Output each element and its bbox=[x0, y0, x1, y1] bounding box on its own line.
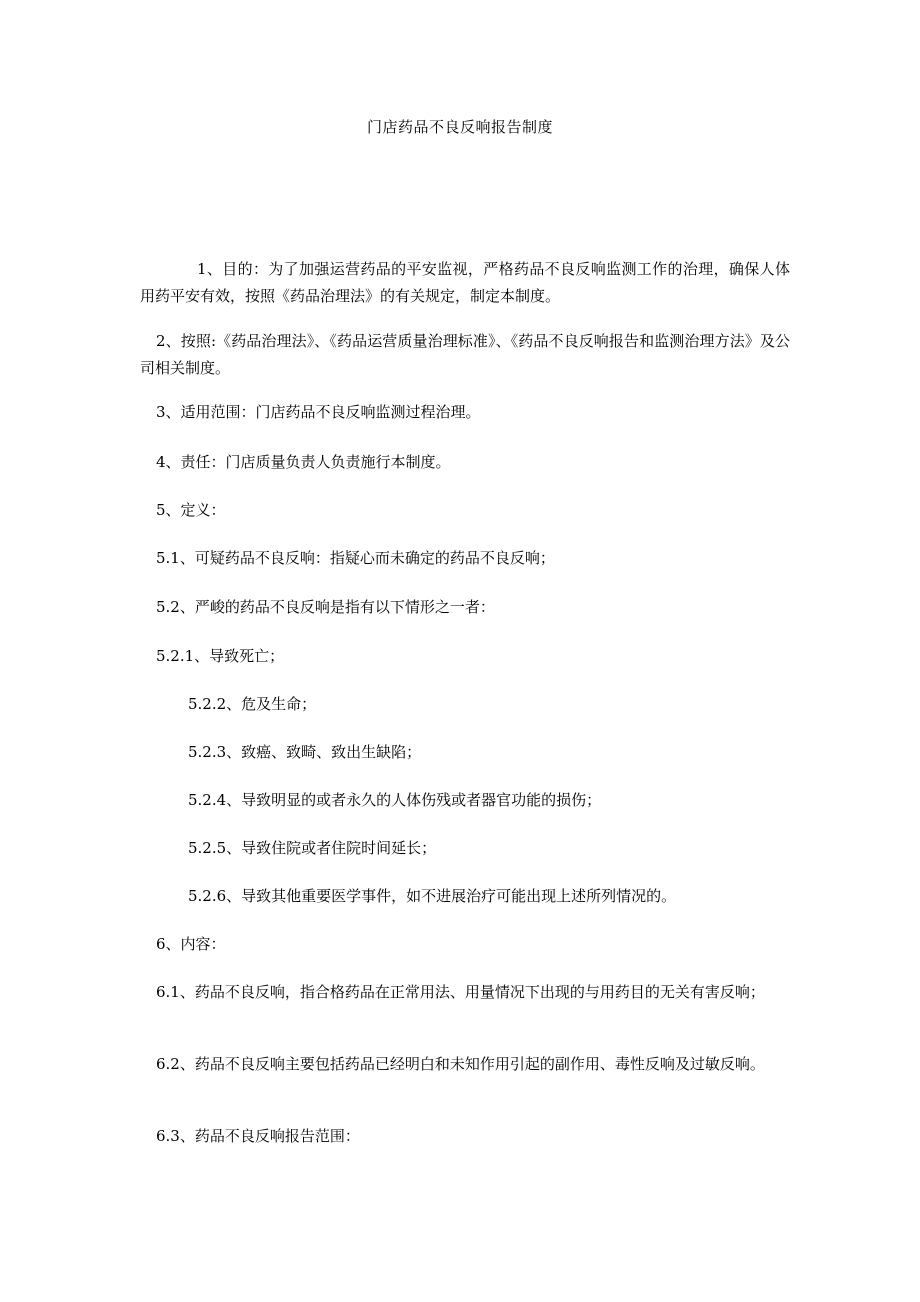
item-5-2-4: 5.2.4、导致明显的或者永久的人体伤残或者器官功能的损伤； bbox=[188, 791, 602, 809]
paragraph-content-heading: 6、内容： bbox=[156, 935, 226, 953]
document-title: 门店药品不良反响报告制度 bbox=[366, 118, 553, 136]
item-5-2-2: 5.2.2、危及生命； bbox=[188, 695, 317, 713]
paragraph-purpose: 1、目的：为了加强运营药品的平安监视，严格药品不良反响监测工作的治理，确保人体用药平安有效，按照《药品治理法》的有关规定，制定本制度。 bbox=[140, 260, 790, 305]
item-5-2-3: 5.2.3、致癌、致畸、致出生缺陷； bbox=[188, 743, 422, 761]
item-5-2-6: 5.2.6、导致其他重要医学事件，如不进展治疗可能出现上述所列情况的。 bbox=[188, 887, 677, 905]
paragraph-responsibility: 4、责任：门店质量负责人负责施行本制度。 bbox=[156, 453, 451, 471]
paragraph-basis: 2、按照:《药品治理法》、《药品运营质量治理标准》、《药品不良反响报告和监测治理方法》及公司相关制度。 bbox=[140, 332, 790, 377]
paragraph-content-6-3: 6.3、药品不良反响报告范围： bbox=[156, 1127, 360, 1145]
item-5-2-5: 5.2.5、导致住院或者住院时间延长； bbox=[188, 839, 437, 857]
paragraph-scope: 3、适用范围：门店药品不良反响监测过程治理。 bbox=[156, 403, 481, 421]
paragraph-content-6-1: 6.1、药品不良反响，指合格药品在正常用法、用量情况下出现的与用药目的无关有害反响； bbox=[156, 983, 765, 1001]
paragraph-definition-heading: 5、定义： bbox=[156, 501, 226, 519]
paragraph-content-6-2: 6.2、药品不良反响主要包括药品已经明白和未知作用引起的副作用、毒性反响及过敏反响。 bbox=[156, 1055, 765, 1073]
item-5-2-1: 5.2.1、导致死亡； bbox=[156, 647, 285, 665]
paragraph-definition-5-1: 5.1、可疑药品不良反响：指疑心而未确定的药品不良反响； bbox=[156, 549, 555, 567]
paragraph-definition-5-2: 5.2、严峻的药品不良反响是指有以下情形之一者： bbox=[156, 598, 495, 616]
